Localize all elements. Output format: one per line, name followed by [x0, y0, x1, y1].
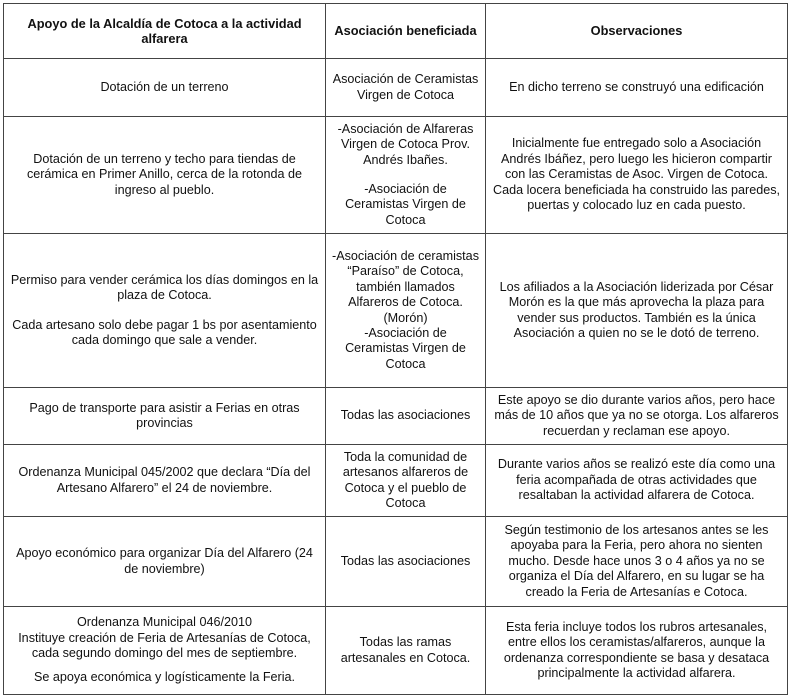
- association-cell: [326, 117, 486, 234]
- observation-cell: [486, 607, 788, 695]
- support-cell: [4, 445, 326, 517]
- support-cell: [4, 234, 326, 388]
- observation-cell: [486, 445, 788, 517]
- support-text: Apoyo económico para organizar Día del Alfarero (24 de noviembre): [16, 546, 313, 576]
- support-cell: [4, 607, 326, 695]
- association-cell: [326, 607, 486, 695]
- table-row: [4, 445, 788, 517]
- association-text: Todas las ramas artesanales en Cotoca.: [340, 635, 471, 665]
- association-text: Todas las asociaciones: [340, 408, 471, 423]
- observation-cell: [486, 117, 788, 234]
- association-cell: [326, 59, 486, 117]
- observation-text: Esta feria incluye todos los rubros artesanales, entre ellos los ceramistas/alfareros, aunque la ordenanza correspondiente se basa y desataca principalmente la actividad alfarera.: [503, 619, 770, 680]
- support-text: Cada artesano solo debe pagar 1 bs por asentamiento cada domingo que sale a vender.: [12, 317, 317, 347]
- observation-text: Según testimonio de los artesanos antes se les apoyaba para la Feria, pero ahora no sienten mucho. Desde hace unos 3 o 4 años ya no se organiza el Día del Alfarero, en su lugar se ha creado la Feria de Artesanías e Cotoca.: [504, 522, 769, 599]
- association-text: Todas las asociaciones: [340, 553, 471, 568]
- table-row: [4, 607, 788, 695]
- association-text: -Asociación de ceramistas “Paraíso” de Cotoca, también llamados Alfareros de Cotoca.: [332, 248, 479, 310]
- association-text: -Asociación de Alfareras Virgen de Cotoca Prov. Andrés Ibañes.: [337, 121, 474, 167]
- support-cell: [4, 59, 326, 117]
- observation-text: En dicho terreno se construyó una edificación: [509, 79, 764, 94]
- header-observations: Observaciones: [486, 4, 788, 59]
- support-text: Pago de transporte para asistir a Ferias en otras provincias: [29, 400, 300, 430]
- support-text: Ordenanza Municipal 045/2002 que declara “Día del Artesano Alfarero” el 24 de noviembre.: [18, 465, 311, 495]
- table-row: [4, 234, 788, 388]
- support-text: Permiso para vender cerámica los días domingos en la plaza de Cotoca.: [10, 272, 319, 303]
- table-row: [4, 59, 788, 117]
- support-table: [3, 3, 788, 695]
- association-cell: [326, 234, 486, 388]
- observation-text: Inicialmente fue entregado solo a Asociación Andrés Ibáñez, pero luego les hicieron compartir con las Ceramistas de Asoc. Virgen de Cotoca. Cada locera beneficiada ha construido las paredes, puertas y colocado luz en cada puesto.: [492, 136, 781, 213]
- table-row: [4, 517, 788, 607]
- table-row: [4, 117, 788, 234]
- header-association: Asociación beneficiada: [326, 4, 486, 59]
- association-text: (Morón): [383, 310, 428, 325]
- association-cell: [326, 517, 486, 607]
- support-text: Dotación de un terreno y techo para tiendas de cerámica en Primer Anillo, cerca de la rotonda de ingreso al pueblo.: [26, 151, 303, 197]
- association-text: -Asociación de Ceramistas Virgen de Cotoca: [345, 182, 466, 227]
- association-text: Asociación de Ceramistas Virgen de Cotoca: [332, 72, 479, 102]
- support-text: Se apoya económica y logísticamente la Feria.: [33, 670, 296, 685]
- association-cell: [326, 388, 486, 445]
- association-text: -Asociación de Ceramistas Virgen de Cotoca: [345, 325, 466, 371]
- support-text: Dotación de un terreno: [100, 79, 229, 94]
- support-cell: [4, 388, 326, 445]
- observation-text: Durante varios años se realizó este día como una feria acompañada de otras actividades que resaltaban la actividad alfarera de Cotoca.: [497, 457, 776, 503]
- observation-cell: [486, 517, 788, 607]
- observation-text: Los afiliados a la Asociación liderizada por César Morón es la que más aprovecha la plaza para vender sus productos. También es la única Asociación a quien no se le dotó de terreno.: [499, 279, 774, 340]
- association-cell: [326, 445, 486, 517]
- header-support: Apoyo de la Alcaldía de Cotoca a la actividad alfarera: [4, 4, 326, 59]
- observation-cell: [486, 388, 788, 445]
- header-row: [4, 4, 788, 59]
- support-text: Instituye creación de Feria de Artesanías de Cotoca, cada segundo domingo del mes de septiembre.: [18, 630, 311, 660]
- table-row: [4, 388, 788, 445]
- support-cell: [4, 517, 326, 607]
- support-cell: [4, 117, 326, 234]
- observation-cell: [486, 234, 788, 388]
- observation-cell: [486, 59, 788, 117]
- support-text: Ordenanza Municipal 046/2010: [76, 615, 253, 630]
- observation-text: Este apoyo se dio durante varios años, pero hace más de 10 años que ya no se otorga. Los alfareros recuerdan y reclaman ese apoyo.: [494, 392, 779, 438]
- association-text: Toda la comunidad de artesanos alfareros de Cotoca y el pueblo de Cotoca: [342, 449, 469, 510]
